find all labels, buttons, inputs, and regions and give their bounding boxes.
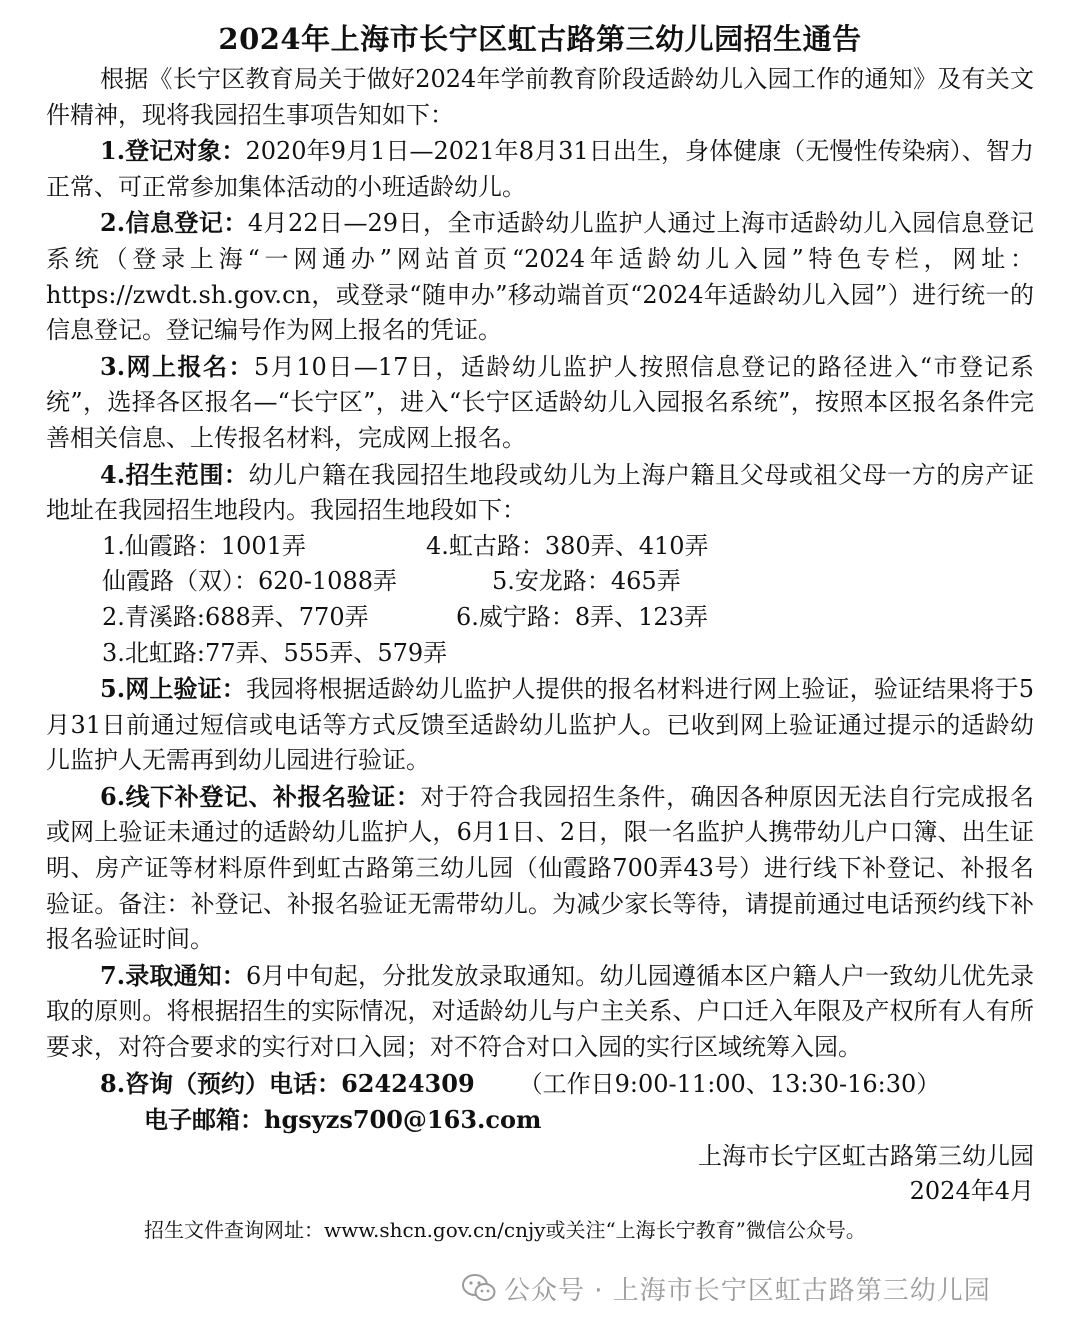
item-text: 2020年9月1日—2021年8月31日出生，身体健康（无慢性传染病）、智力正常、可正常参加集体活动的小班适龄幼儿。: [46, 137, 1034, 201]
address-left: 1.仙霞路：1001弄: [102, 531, 306, 560]
office-hours: （工作日9:00-11:00、13:30-16:30）: [518, 1069, 941, 1098]
contact-phone-line: [46, 1066, 1034, 1103]
signature-date: 2024年4月: [909, 1177, 1034, 1206]
phone-label: 8.咨询（预约）电话：: [100, 1068, 342, 1098]
item-offline-registration: [46, 779, 1034, 958]
item-label: 7.录取通知：: [100, 960, 246, 990]
item-admission-notice: [46, 958, 1034, 1066]
address-right: 4.虹古路：380弄、410弄: [426, 531, 709, 560]
item-label: 3.网上报名：: [100, 351, 255, 381]
item-label: 1.登记对象：: [100, 136, 246, 166]
item-online-verification: [46, 671, 1034, 779]
item-label: 5.网上验证：: [100, 674, 246, 704]
notice-title: 2024年上海市长宁区虹古路第三幼儿园招生通告: [218, 22, 862, 56]
wechat-icon: [462, 1273, 496, 1303]
address-row: [46, 636, 1034, 672]
address-left: 3.北虹路:77弄、555弄、579弄: [102, 638, 448, 667]
address-left: 2.青溪路:688弄、770弄: [102, 602, 369, 631]
address-right: 6.威宁路：8弄、123弄: [456, 602, 708, 631]
footnote: 招生文件查询网址：www.shcn.gov.cn/cnjy或关注“上海长宁教育”微信公众号。: [144, 1218, 866, 1242]
address-row: [46, 529, 1034, 565]
address-left: 仙霞路（双）：620-1088弄: [102, 567, 397, 596]
contact-email-line: [46, 1102, 1034, 1139]
email-address: hgsyzs700@163.com: [264, 1105, 542, 1135]
item-text: 6月中旬起，分批发放录取通知。幼儿园遵循本区户籍人户一致幼儿优先录取的原则。将根据招生的实际情况，对适龄幼儿与户主关系、户口迁入年限及产权所有人有所要求，对符合要求的实行对口入园；对不符合对口入园的实行区域统筹入园。: [46, 961, 1034, 1062]
email-label: 电子邮箱：: [144, 1105, 264, 1135]
item-text: 幼儿户籍在我园招生地段或幼儿为上海户籍且父母或祖父母一方的房产证地址在我园招生地段内。我园招生地段如下：: [46, 460, 1034, 525]
item-info-registration: [46, 205, 1034, 348]
item-label: 4.招生范围：: [100, 459, 249, 489]
phone-number: 62424309: [341, 1068, 475, 1098]
item-label: 6.线下补登记、补报名验证：: [100, 781, 421, 811]
item-online-application: [46, 349, 1034, 457]
address-right: 5.安龙路：465弄: [492, 567, 681, 596]
item-text: 4月22日—29日，全市适龄幼儿监护人通过上海市适龄幼儿入园信息登记系统（登录上海“一网通办”网站首页“2024年适龄幼儿入园”特色专栏，网址：https://zwdt.sh.gov.cn，或登录“随申办”移动端首页“2024年适龄幼儿入园”）进行统一的信息登记。登记编号作为网上报名的凭证。: [46, 209, 1034, 345]
item-text: 5月10日—17日，适龄幼儿监护人按照信息登记的路径进入“市登记系统”，选择各区报名—“长宁区”，进入“长宁区适龄幼儿入园报名系统”，按照本区报名条件完善相关信息、上传报名材料，完成网上报名。: [46, 352, 1034, 452]
item-text: 我园将根据适龄幼儿监护人提供的报名材料进行网上验证，验证结果将于5月31日前通过短信或电话等方式反馈至适龄幼儿监护人。已收到网上验证通过提示的适龄幼儿监护人无需再到幼儿园进行验证。: [46, 675, 1034, 775]
address-row: [46, 564, 1034, 600]
item-label: 2.信息登记：: [100, 208, 248, 238]
item-text: 对于符合我园招生条件，确因各种原因无法自行完成报名或网上验证未通过的适龄幼儿监护人，6月1日、2日，限一名监护人携带幼儿户口簿、出生证明、房产证等材料原件到虹古路第三幼儿园（仙霞路700弄43号）进行线下补登记、补报名验证。备注：补登记、补报名验证无需带幼儿。为减少家长等待，请提前通过电话预约线下补报名验证时间。: [46, 782, 1035, 954]
item-registration-target: [46, 133, 1034, 205]
address-row: [46, 600, 1034, 636]
watermark-text: 公众号 · 上海市长宁区虹古路第三幼儿园: [504, 1275, 991, 1306]
intro-paragraph: 根据《长宁区教育局关于做好2024年学前教育阶段适龄幼儿入园工作的通知》及有关文件精神，现将我园招生事项告知如下：: [46, 65, 1034, 129]
signature-org: 上海市长宁区虹古路第三幼儿园: [698, 1141, 1034, 1170]
watermark: [462, 1268, 991, 1308]
item-enrollment-scope: [46, 457, 1034, 529]
notice-document: [46, 18, 1034, 1246]
